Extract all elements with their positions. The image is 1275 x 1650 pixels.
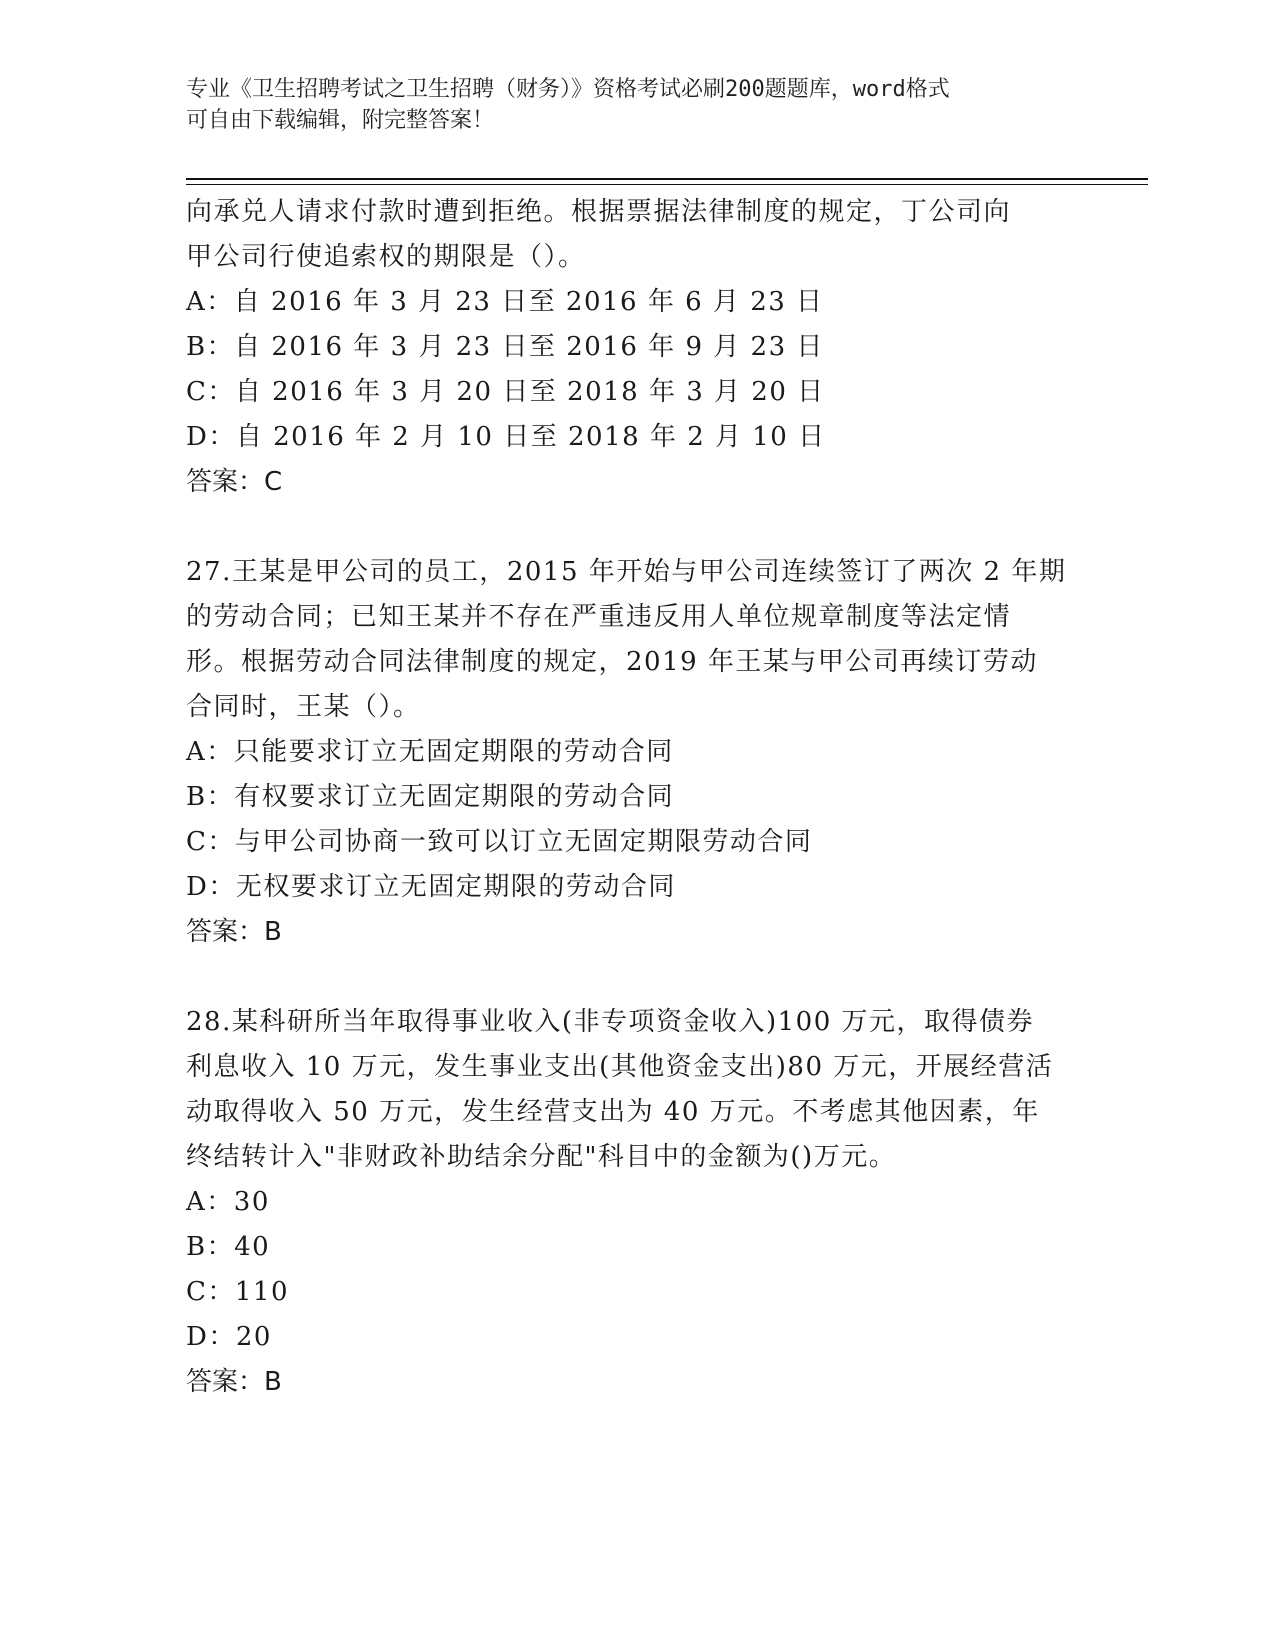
- question-stem-line: 终结转计入"非财政补助结余分配"科目中的金额为()万元。: [186, 1142, 897, 1172]
- option-d: D：20: [186, 1322, 272, 1352]
- answer-line: 答案：B: [186, 1367, 282, 1397]
- question-stem-line: 向承兑人请求付款时遭到拒绝。根据票据法律制度的规定，丁公司向: [186, 197, 1012, 227]
- answer-line: 答案：C: [186, 467, 283, 497]
- option-d: D：无权要求订立无固定期限的劳动合同: [186, 872, 676, 902]
- option-c: C：110: [186, 1277, 290, 1307]
- spacer: [186, 505, 1086, 550]
- answer-line: 答案：B: [186, 917, 282, 947]
- option-a: A：自 2016 年 3 月 23 日至 2016 年 6 月 23 日: [186, 287, 824, 317]
- question-stem-line: 形。根据劳动合同法律制度的规定，2019 年王某与甲公司再续订劳动: [186, 647, 1038, 677]
- document-header: [186, 74, 1086, 136]
- option-b: B：自 2016 年 3 月 23 日至 2016 年 9 月 23 日: [186, 332, 824, 362]
- question-27: [186, 550, 1086, 955]
- question-stem-line: 甲公司行使追索权的期限是（）。: [186, 242, 586, 272]
- option-c: C：与甲公司协商一致可以订立无固定期限劳动合同: [186, 827, 813, 857]
- spacer: [186, 955, 1086, 1000]
- document-body: [186, 190, 1086, 1405]
- option-a: A：只能要求订立无固定期限的劳动合同: [186, 737, 674, 767]
- question-stem-line: 28.某科研所当年取得事业收入(非专项资金收入)100 万元，取得债券: [186, 1007, 1035, 1037]
- header-title-line-2: 可自由下载编辑，附完整答案！: [186, 108, 495, 133]
- option-a: A：30: [186, 1187, 270, 1217]
- question-stem-line: 合同时，王某（）。: [186, 692, 421, 722]
- option-b: B：40: [186, 1232, 271, 1262]
- question-26: [186, 190, 1086, 505]
- option-d: D：自 2016 年 2 月 10 日至 2018 年 2 月 10 日: [186, 422, 826, 452]
- question-28: [186, 1000, 1086, 1405]
- question-stem-line: 的劳动合同；已知王某并不存在严重违反用人单位规章制度等法定情: [186, 602, 1012, 632]
- header-rule-thick: [186, 178, 1148, 180]
- question-stem-line: 利息收入 10 万元，发生事业支出(其他资金支出)80 万元，开展经营活: [186, 1052, 1054, 1082]
- question-stem-line: 动取得收入 50 万元，发生经营支出为 40 万元。不考虑其他因素，年: [186, 1097, 1040, 1127]
- header-title-line-1: 专业《卫生招聘考试之卫生招聘（财务）》资格考试必刷200题题库，word格式: [186, 77, 950, 102]
- header-rule-thin: [186, 184, 1148, 185]
- option-b: B：有权要求订立无固定期限的劳动合同: [186, 782, 675, 812]
- question-stem-line: 27.王某是甲公司的员工，2015 年开始与甲公司连续签订了两次 2 年期: [186, 557, 1067, 587]
- option-c: C：自 2016 年 3 月 20 日至 2018 年 3 月 20 日: [186, 377, 825, 407]
